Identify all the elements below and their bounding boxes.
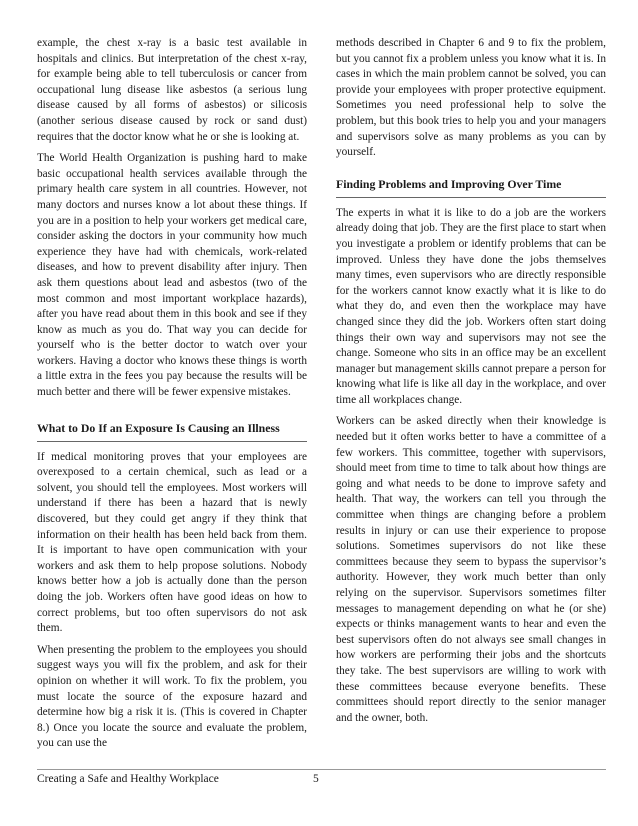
paragraph: methods described in Chapter 6 and 9 to fix the problem, but you cannot fix a problem unless you know what it is. In cases in which the main problem cannot be solved, you can provide your employees with proper protective equipment. Sometimes you need professional help to solve the problem, but this book tries to help you and your managers and supervisors solve as many problems as you can by yourself. [336,37,606,159]
right-column [336,36,606,732]
left-column [37,36,307,758]
section-heading-exposure-illness: What to Do If an Exposure Is Causing an Illness [37,421,307,442]
footer-divider [37,769,606,770]
footer-book-title: Creating a Safe and Healthy Workplace [37,773,219,785]
paragraph: When presenting the problem to the employees you should suggest ways you will fix the problem, and ask for their opinion on whether it will work. To fix the problem, you must locate the source of the exposure hazard and determine how big a risk it is. (This is covered in Chapter 8.) Once you locate the source and evaluate the problem, you can use the [37,643,307,750]
paragraph: The experts in what it is like to do a job are the workers already doing that job. They are the first place to start when you investigate a problem or identify problems that can be improved. Unless they have done the jobs themselves many times, even supervisors who are directly responsible for the workers cannot know exactly what it is like to do what they do, and even then the workplace may have changed since they did the job. Workers often start doing things their own way and supervisors may not see the change. Someone who sits in an office may be an excellent manager but management skills cannot prepare a person for knowing what life is like all day in the workplace, and over time all workplaces change. [336,206,606,406]
paragraph: example, the chest x-ray is a basic test available in hospitals and clinics. But interpretation of the chest x-ray, for example being able to tell tuberculosis or cancer from occupational lung disease like asbestos (a serious lung disease caused by all forms of asbestos) or silicosis (another serious disease caused by rock or sand dust) requires that the doctor know what he or she is looking at. [37,37,307,143]
page-number: 5 [313,773,319,785]
paragraph: If medical monitoring proves that your employees are overexposed to a certain chemical, such as lead or a solvent, you should tell the employees. Most workers will understand if there has been a hazard that is newly discovered, but they could get angry if they think that information on their health has been held back from them. It is important to have open communication with your workers and ask them to help propose solutions. Nobody knows better how a job is actually done than the person doing the job. Workers often have good ideas on how to correct problems, but too often supervisors do not ask them. [37,450,307,635]
section-heading-finding-problems: Finding Problems and Improving Over Time [336,177,606,198]
paragraph: Workers can be asked directly when their knowledge is needed but it often works better to have a committee of a few workers. This committee, together with supervisors, should meet from time to time to talk about how things are going and what needs to be done to improve safety and health. That way, the workers can tell you through the committee when things are changing before a problem results in injury or can use their experience to propose solutions. Sometimes supervisors do not like these committees because they seem to bypass the supervisor’s authority. However, they work much better than only relying on the supervisor. Supervisors sometimes filter messages to management depending on what he (or she) expects or thinks management wants to hear and even the best supervisors often do not always see small changes in how workers are performing their jobs and the shortcuts they take. The best supervisors are willing to work with these committees because everyone benefits. These committees should report directly to the senior manager and the owner, both. [336,415,606,724]
paragraph: The World Health Organization is pushing hard to make basic occupational health services available through the primary health care system in all countries. However, not many doctors and nurses know a lot about these things. If you are in a position to help your workers get medical care, consider asking the doctors in your community how much experience they have had with chemicals, work-related diseases, and how to prevent disability after injury. Then ask them questions about lead and asbestos (two of the most common and most important workplace hazards), after you have read about them in this book and see if they know as much as you do. That way you can decide for yourself who is the better doctor to watch over your workers. Having a doctor who knows these things is worth a little extra in the fees you pay because the results will be much better and there will be fewer expensive mistakes. [37,152,307,399]
